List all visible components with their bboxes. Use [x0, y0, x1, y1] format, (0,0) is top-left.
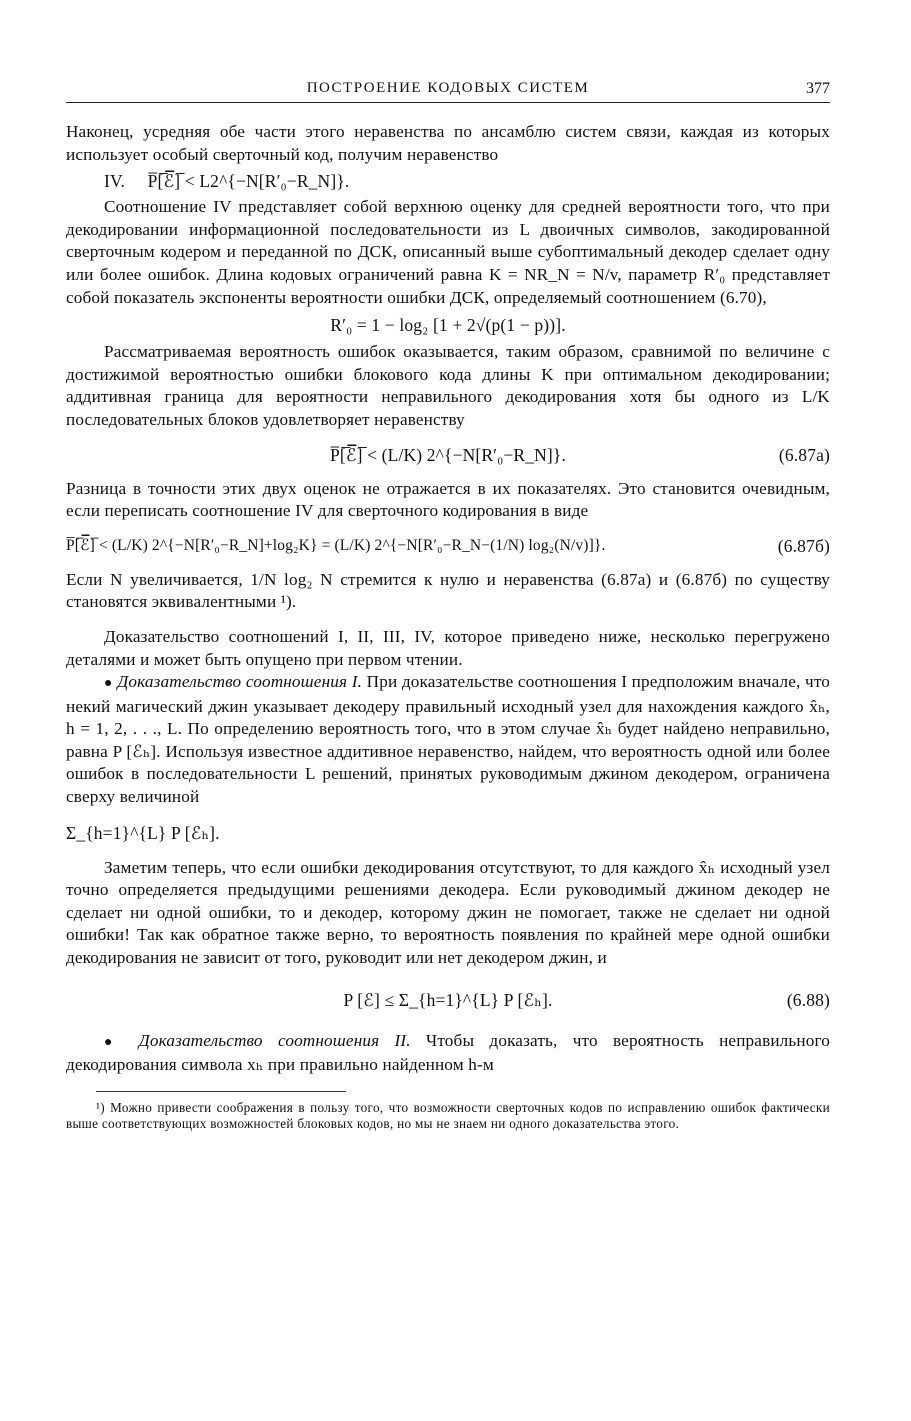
- footnote-rule: [96, 1091, 346, 1092]
- formula-r0: [66, 309, 830, 341]
- spacer: [66, 614, 830, 626]
- formula-6-87b-expr: P̅[̅ℰ̅]̅ < (L/K) 2^{−N[R′₀−R_N]+log₂K} = (L/K) 2^{−N[R′₀−R_N−(1/N) log₂(N/v)]}.: [66, 536, 606, 554]
- formula-6-87a: [66, 432, 830, 478]
- paragraph-5: Если N увеличивается, 1/N log₂ N стремится к нулю и неравенства (6.87а) и (6.87б) по существу становятся эквивалентными ¹).: [66, 569, 830, 612]
- paragraph-9: [66, 1030, 830, 1077]
- bullet-icon: ●: [104, 1034, 124, 1050]
- equation-number-6-88: (6.88): [786, 989, 830, 1010]
- book-page: [66, 78, 830, 1132]
- paragraph-7: [66, 671, 830, 809]
- paragraph-3: Рассматриваемая вероятность ошибок оказывается, таким образом, сравнимой по величине с достижимой вероятностью ошибки блокового кода длины K при оптимальном декодировании; аддитивная граница для вероятности неправильного декодирования хотя бы одного из L/K последовательных блоков удовлетворяет неравенству: [66, 342, 830, 429]
- formula-6-87a-expr: P̅[̅ℰ̅]̅ < (L/K) 2^{−N[R′₀−R_N]}.: [329, 444, 566, 465]
- page-number: 377: [806, 80, 830, 97]
- paragraph-4: Разница в точности этих двух оценок не отражается в их показателях. Это становится очевидным, если переписать соотношение IV для сверточного кодирования в виде: [66, 478, 830, 521]
- paragraph-6: Доказательство соотношений I, II, III, IV, которое приведено ниже, несколько перегружено деталями и может быть опущено при первом чтении.: [66, 626, 830, 669]
- bullet-icon: ●: [104, 676, 113, 692]
- paragraph-8: Заметим теперь, что если ошибки декодирования отсутствуют, то для каждого x̂ₕ исходный узел точно определяется предыдущими решениями декодера. Если руководимый джином декодер не сделает ни одной ошибки, то и декодер, которому джин не помогает, также не сделает ни одной ошибки! Так как обратное также верно, то вероятность появления по крайней мере одной ошибки декодирования не зависит от того, руководит или нет декодером джин, и: [66, 857, 830, 968]
- footnote: ¹) Можно привести соображения в пользу того, что возможности сверточных кодов по исправлению ошибок фактически выше соответствующих возможностей блоковых кодов, но мы не знаем ни одного доказательства этого.: [66, 1099, 830, 1131]
- equation-number-6-87b: (6.87б): [777, 535, 830, 556]
- page-body: [66, 121, 830, 1132]
- paragraph-1: Наконец, усредняя обе части этого неравенства по ансамблю систем связи, каждая из которых использует особый сверточный код, получим неравенство: [66, 122, 830, 164]
- equation-number-6-87a: (6.87а): [778, 444, 830, 465]
- formula-6-87b: [66, 523, 830, 569]
- proof-2-text: Чтобы доказать, что вероятность неправильного декодирования символа xₕ при правильно найденном h-м: [66, 1030, 830, 1075]
- formula-iv-expr: P̅[̅ℰ̅]̅ < L2^{−N[R′₀−R_N]}.: [147, 171, 350, 192]
- formula-sum-bound: [66, 809, 830, 857]
- formula-6-88: [66, 970, 830, 1030]
- running-title: ПОСТРОЕНИЕ КОДОВЫХ СИСТЕМ: [306, 80, 590, 96]
- paragraph-2: Соотношение IV представляет собой верхнюю оценку для средней вероятности того, что при декодировании информационной последовательности из L двоичных символов, закодированной сверточным кодером и переданной по ДСК, описанный выше субоптимальный декодер сделает одну или более ошибок. Длина кодовых ограничений равна K = NR_N = N/v, параметр R′₀ представляет собой показатель экспоненты вероятности ошибки ДСК, определяемый соотношением (6.70),: [66, 197, 830, 307]
- formula-iv: [104, 166, 830, 196]
- running-header: [66, 78, 830, 103]
- proof-1-title: Доказательство соотношения I.: [117, 672, 363, 692]
- formula-6-88-expr: P [ℰ] ≤ Σ_{h=1}^{L} P [ℰₕ].: [343, 989, 553, 1010]
- formula-iv-label: IV.: [104, 171, 126, 192]
- formula-sum-bound-expr: Σ_{h=1}^{L} P [ℰₕ].: [66, 822, 220, 843]
- formula-r0-expr: R′₀ = 1 − log₂ [1 + 2√(p(1 − p))].: [330, 315, 566, 336]
- proof-1-text: При доказательстве соотношения I предположим вначале, что некий магический джин указывает декодеру правильный исходный узел для нахождения каждого x̂ₕ, h = 1, 2, . . ., L. По определению вероятность того, что в этом случае x̂ₕ будет найдено неправильно, равна P [ℰₕ]. Используя известное аддитивное неравенство, найдем, что вероятность одной или более ошибок в последовательности L решений, принятых руководимым джином декодером, ограничена сверху величиной: [66, 672, 831, 807]
- proof-2-title: Доказательство соотношения II.: [138, 1030, 411, 1050]
